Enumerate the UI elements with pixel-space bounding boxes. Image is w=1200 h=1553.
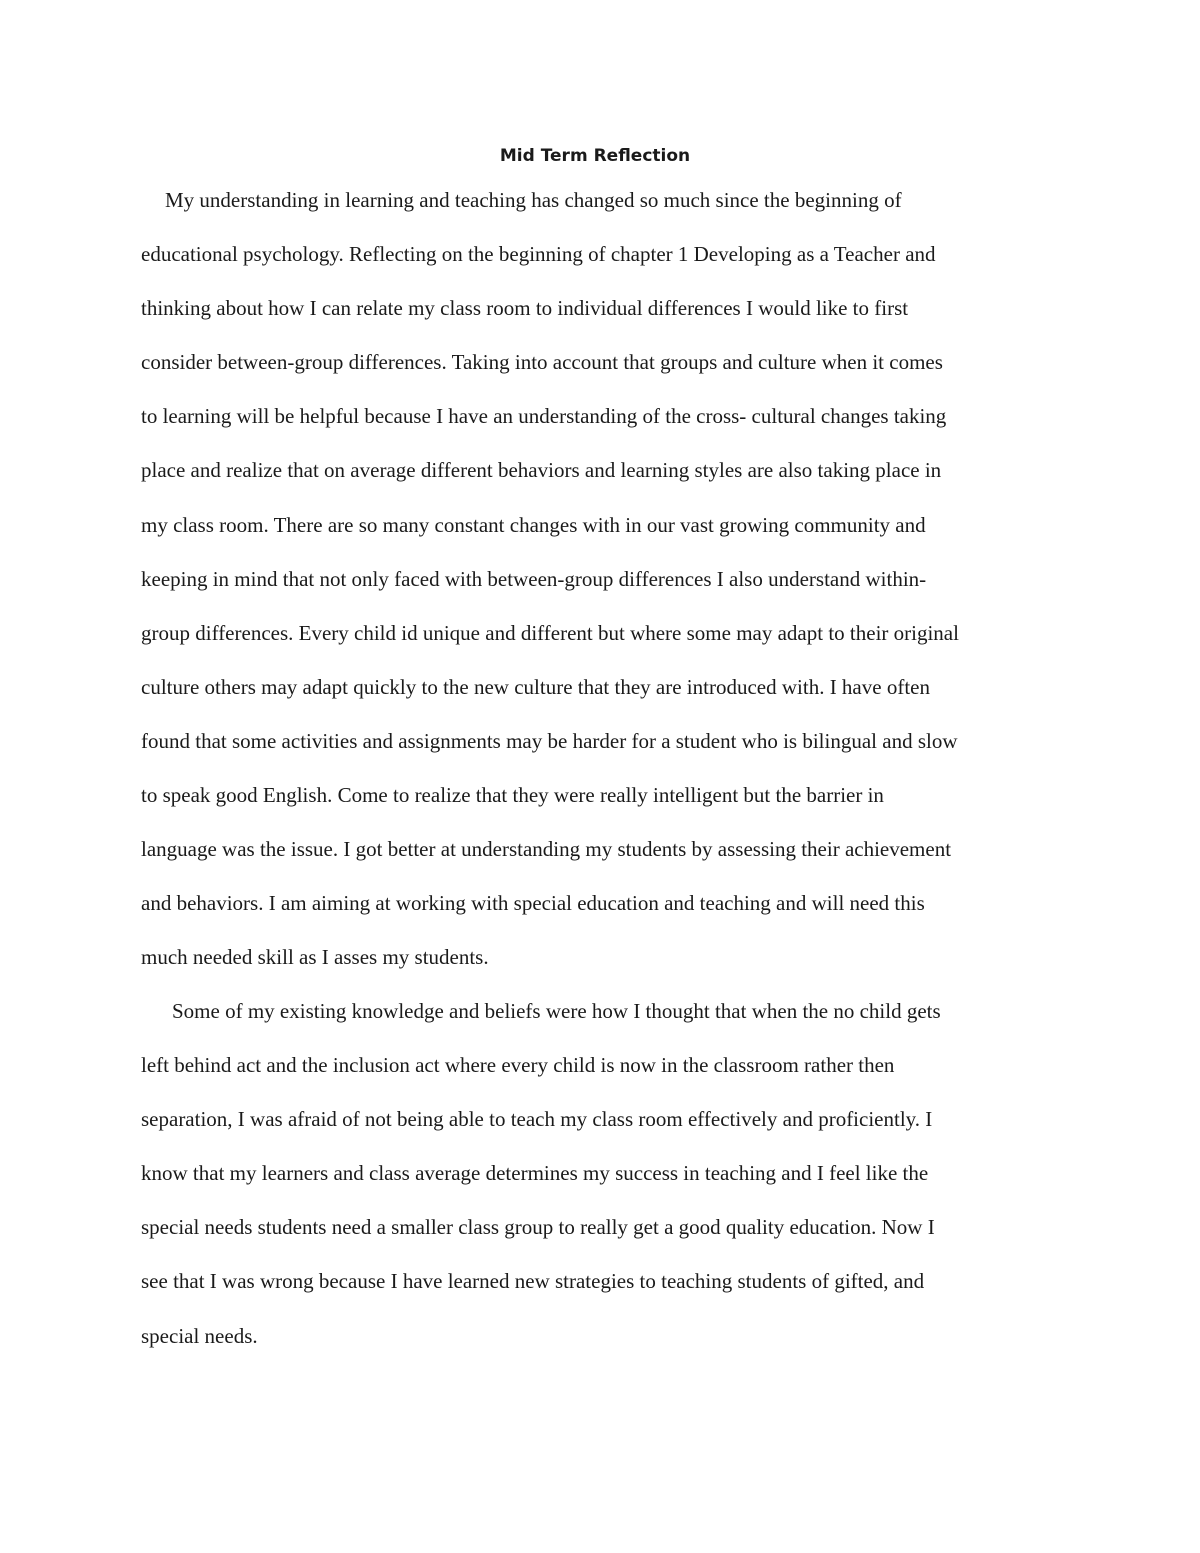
paragraph-1 [141, 173, 1071, 984]
paragraph-line: consider between-group differences. Taking into account that groups and culture when it comes [141, 350, 943, 375]
paragraph-line: Some of my existing knowledge and beliefs were how I thought that when the no child gets [172, 999, 941, 1023]
paragraph-line: group differences. Every child id unique and different but where some may adapt to their original [141, 620, 959, 645]
paragraph-line: much needed skill as I asses my students. [141, 945, 489, 970]
paragraph-line: keeping in mind that not only faced with between-group differences I also understand within- [141, 566, 927, 591]
paragraph-line: know that my learners and class average determines my success in teaching and I feel like the [141, 1161, 929, 1186]
paragraph-line: and behaviors. I am aiming at working with special education and teaching and will need this [141, 891, 925, 916]
paragraph-line: separation, I was afraid of not being able to teach my class room effectively and proficiently. I [141, 1107, 933, 1132]
paragraph-2 [141, 984, 1071, 1363]
paragraph-line: my class room. There are so many constant changes with in our vast growing community and [141, 512, 926, 537]
paragraph-line: to learning will be helpful because I have an understanding of the cross- cultural changes taking [141, 404, 947, 429]
paragraph-line: thinking about how I can relate my class room to individual differences I would like to first [141, 296, 909, 321]
paragraph-line: language was the issue. I got better at understanding my students by assessing their achievement [141, 837, 952, 862]
paragraph-line: found that some activities and assignments may be harder for a student who is bilingual and slow [141, 728, 958, 753]
paragraph-line: left behind act and the inclusion act where every child is now in the classroom rather then [141, 1053, 895, 1078]
document-title: Mid Term Reflection [499, 146, 691, 166]
paragraph-line: educational psychology. Reflecting on the beginning of chapter 1 Developing as a Teacher and [141, 242, 936, 267]
paragraph-line: special needs. [141, 1323, 258, 1348]
paragraph-line: culture others may adapt quickly to the new culture that they are introduced with. I have often [141, 674, 930, 699]
paragraph-line: to speak good English. Come to realize that they were really intelligent but the barrier in [141, 783, 884, 808]
paragraph-line: place and realize that on average different behaviors and learning styles are also taking place in [141, 458, 942, 483]
paragraph-line: My understanding in learning and teaching has changed so much since the beginning of [165, 188, 902, 212]
paragraph-line: see that I was wrong because I have learned new strategies to teaching students of gifted, and [141, 1269, 925, 1294]
paragraph-line: special needs students need a smaller class group to really get a good quality education. Now I [141, 1215, 935, 1240]
